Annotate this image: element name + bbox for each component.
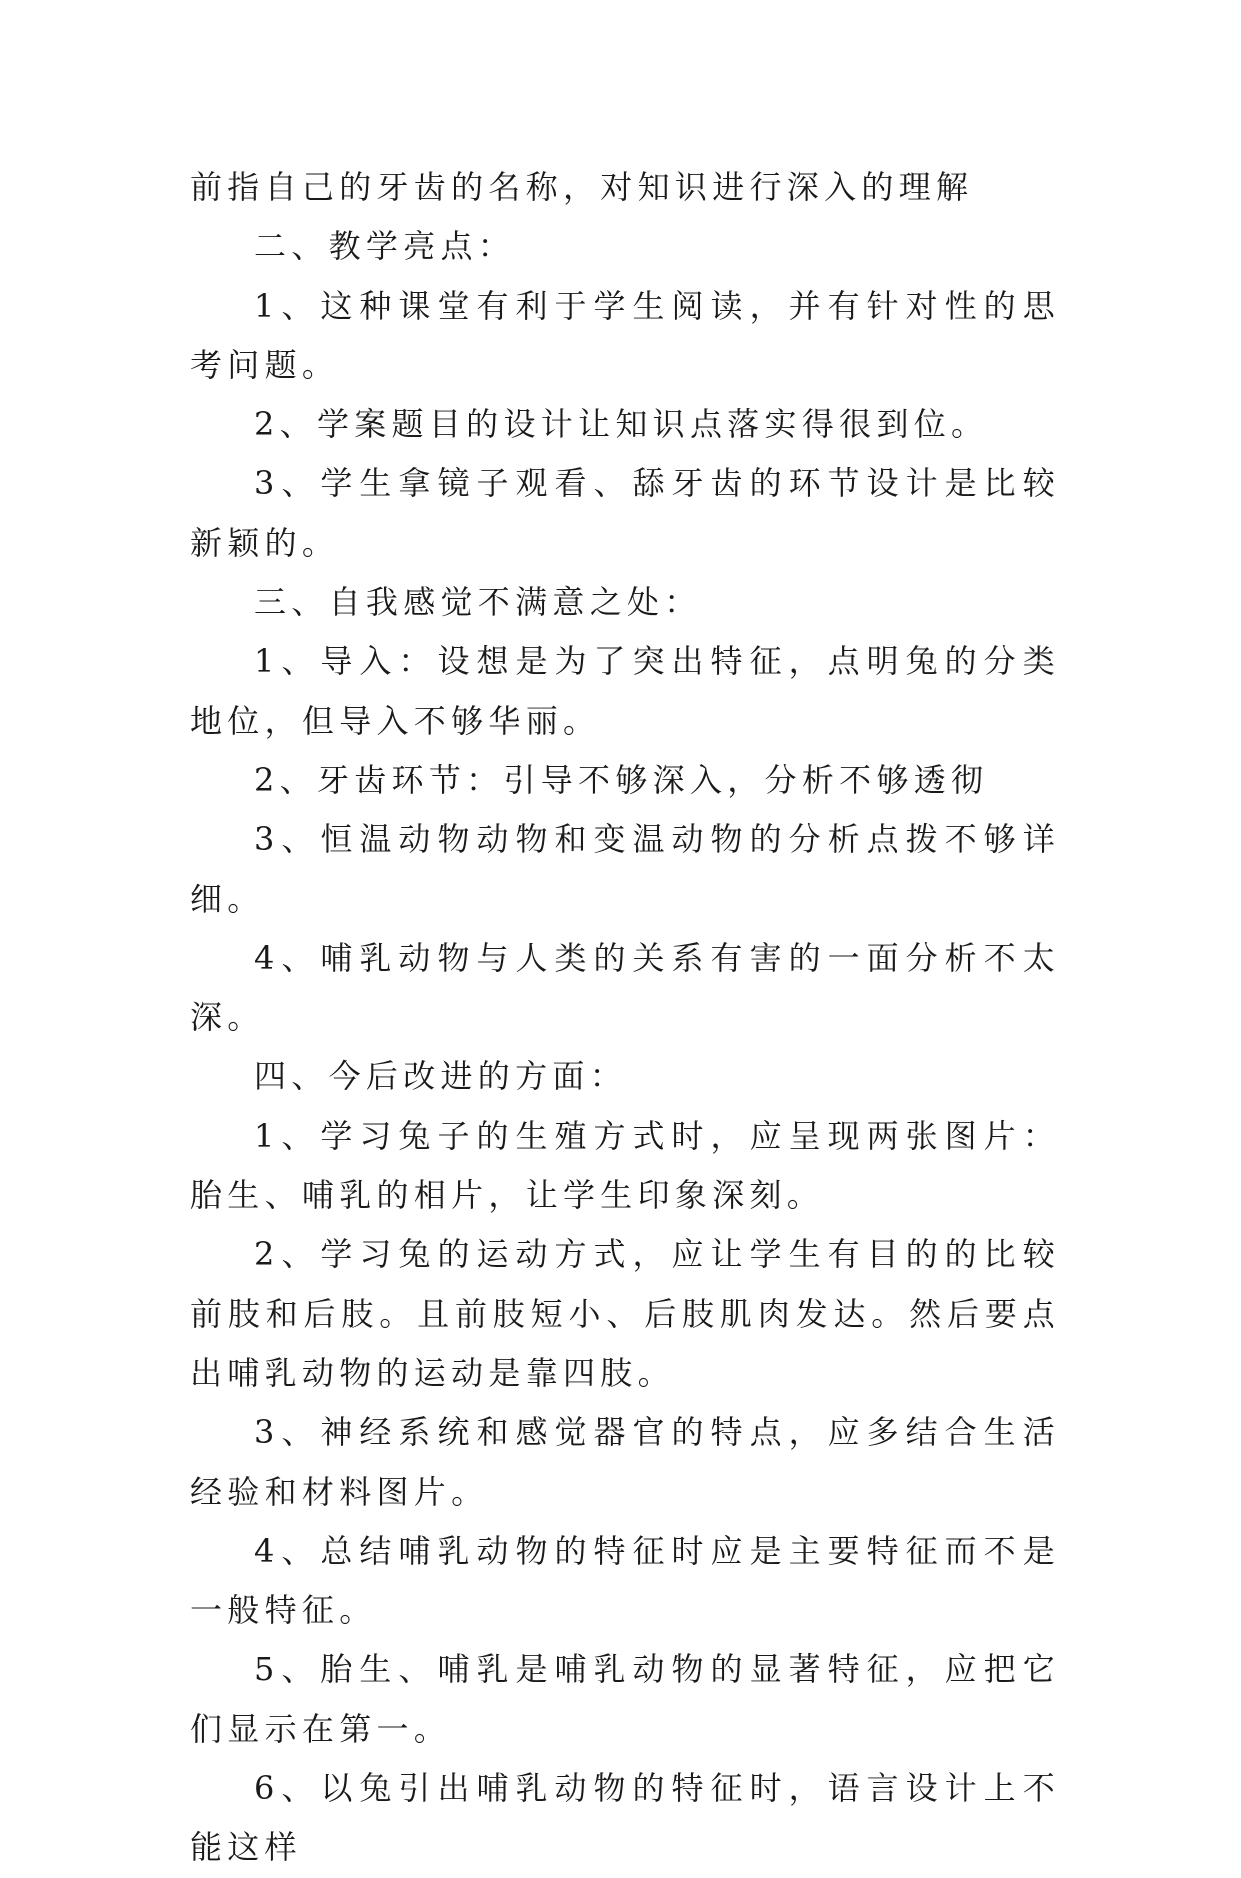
- list-item: 1、导入：设想是为了突出特征，点明兔的分类地位，但导入不够华丽。: [190, 642, 1060, 740]
- list-item: 1、这种课堂有利于学生阅读，并有针对性的思考问题。: [190, 286, 1060, 384]
- list-item: 3、学生拿镜子观看、舔牙齿的环节设计是比较新颖的。: [190, 464, 1060, 562]
- section-heading: 四、今后改进的方面：: [254, 1057, 628, 1096]
- document-body: [190, 158, 1060, 1878]
- section-heading: 三、自我感觉不满意之处：: [254, 583, 702, 622]
- list-item: 3、神经系统和感觉器官的特点，应多结合生活经验和材料图片。: [190, 1413, 1060, 1511]
- list-item: 2、学案题目的设计让知识点落实得很到位。: [254, 405, 989, 444]
- section-heading: 二、教学亮点：: [254, 227, 516, 266]
- list-item: 4、哺乳动物与人类的关系有害的一面分析不太深。: [190, 938, 1060, 1037]
- list-item: 2、牙齿环节：引导不够深入，分析不够透彻: [254, 760, 989, 799]
- list-item: 2、学习兔的运动方式，应让学生有目的的比较前肢和后肢。且前肢短小、后肢肌肉发达。然后要点出哺乳动物的运动是靠四肢。: [190, 1235, 1060, 1392]
- list-item: 1、学习兔子的生殖方式时，应呈现两张图片：胎生、哺乳的相片，让学生印象深刻。: [190, 1116, 1060, 1215]
- list-item: 5、胎生、哺乳是哺乳动物的显著特征，应把它们显示在第一。: [190, 1650, 1060, 1748]
- list-item: 3、恒温动物动物和变温动物的分析点拨不够详细。: [190, 820, 1060, 918]
- list-item: 4、总结哺乳动物的特征时应是主要特征而不是一般特征。: [190, 1531, 1060, 1630]
- paragraph: 前指自己的牙齿的名称，对知识进行深入的理解: [190, 168, 974, 206]
- list-item: 6、以兔引出哺乳动物的特征时，语言设计上不能这样: [190, 1769, 1060, 1867]
